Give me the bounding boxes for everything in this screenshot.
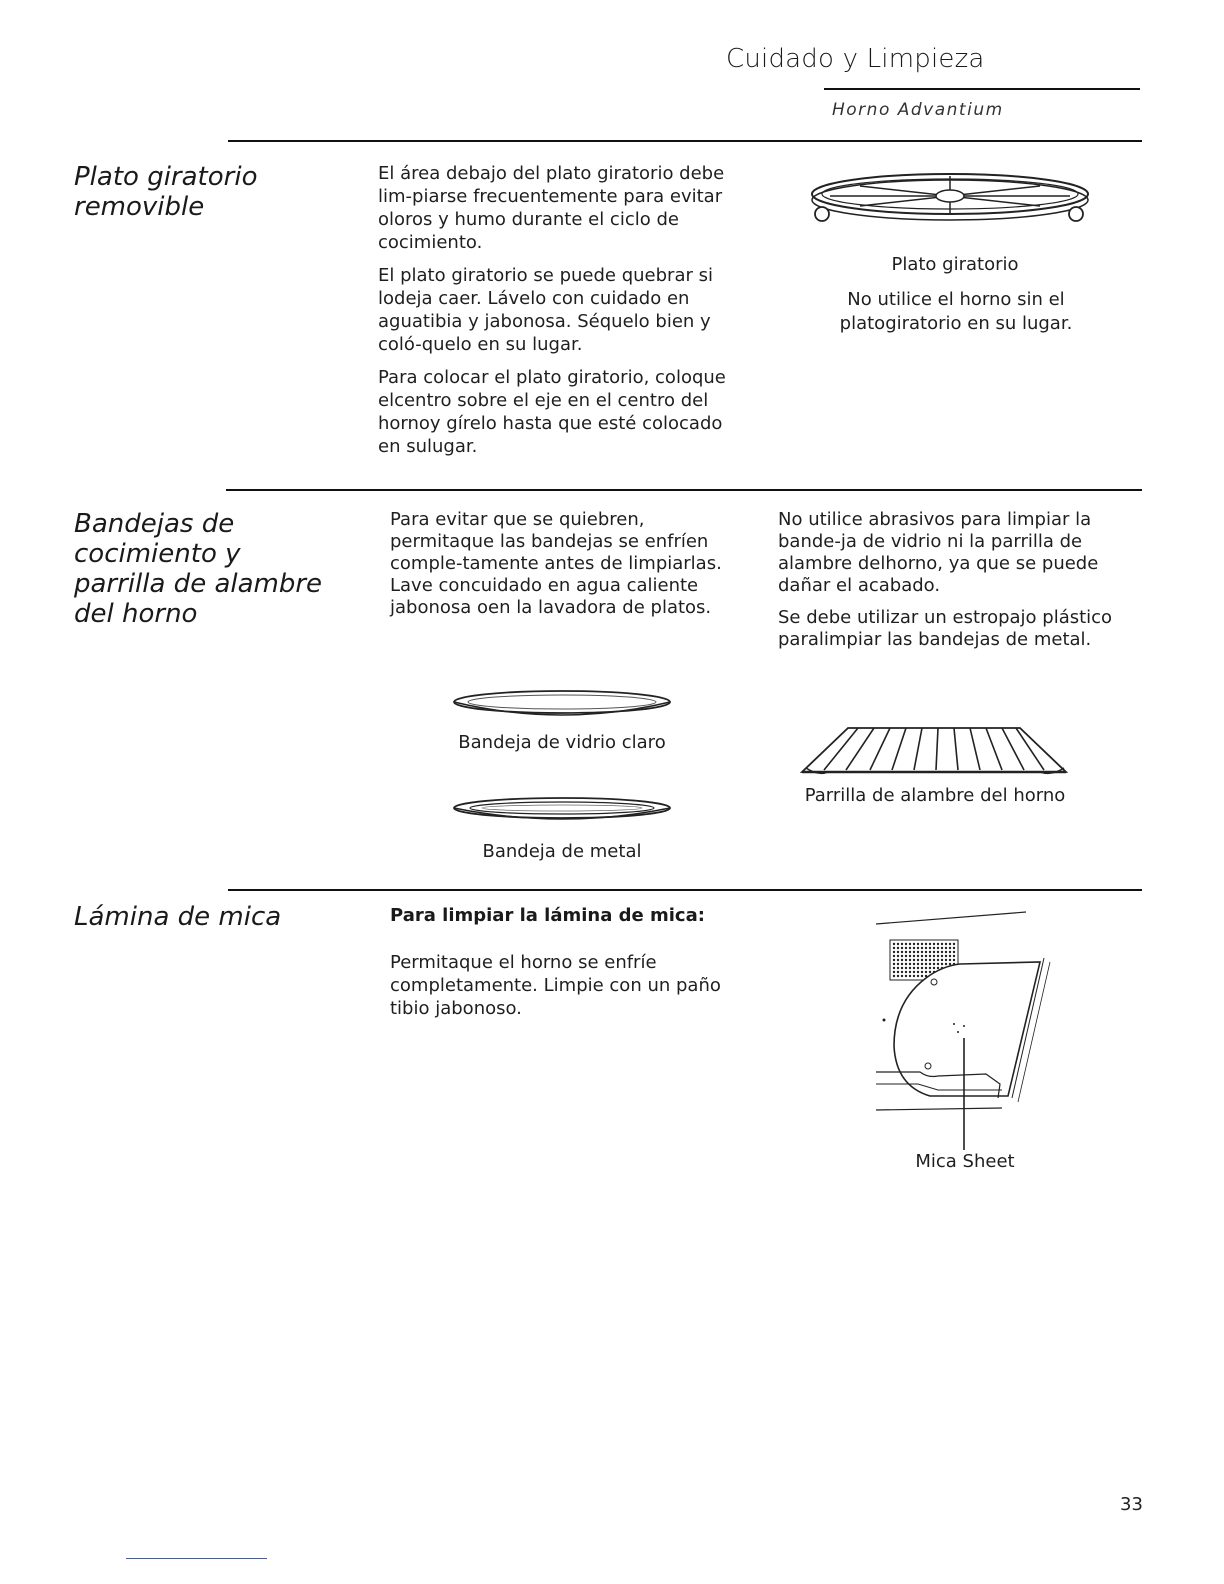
paragraph: Se debe utilizar un estropajo plástico paralimpiar las bandejas de metal. xyxy=(778,607,1113,650)
metal-tray-caption: Bandeja de metal xyxy=(482,841,642,862)
glass-tray-illustration xyxy=(450,688,674,722)
turntable-illustration xyxy=(800,166,1100,236)
section-title-trays xyxy=(74,509,364,629)
section-title-line: Plato giratorio xyxy=(74,162,258,192)
section-title-line: parrilla de alambre xyxy=(74,569,323,599)
page-number: 33 xyxy=(1120,1494,1143,1515)
mica-sheet-illustration xyxy=(868,906,1068,1156)
oven-rack-caption: Parrilla de alambre del horno xyxy=(804,785,1066,806)
glass-tray-caption: Bandeja de vidrio claro xyxy=(458,732,666,753)
trays-left-body xyxy=(390,509,740,629)
section-title-turntable xyxy=(74,162,314,222)
mica-sheet-label: Mica Sheet xyxy=(915,1151,1015,1172)
paragraph: El área debajo del plato giratorio debe lim-piarse frecuentemente para evitar oloros y humo durante el ciclo de cocimiento. xyxy=(378,163,725,253)
section-title-line: cocimiento y xyxy=(74,539,241,569)
section-title-line: del horno xyxy=(74,599,198,629)
paragraph: Para colocar el plato giratorio, coloque elcentro sobre el eje en el centro del hornoy gírelo hasta que esté colocado en sulugar. xyxy=(378,367,726,457)
paragraph: No utilice abrasivos para limpiar la bande-ja de vidrio ni la parrilla de alambre delhorno, ya que se puede dañar el acabado. xyxy=(778,509,1099,596)
page-title: Cuidado y Limpieza xyxy=(726,44,985,74)
paragraph: El plato giratorio se puede quebrar si lodeja caer. Lávelo con cuidado en aguatibia y jabonosa. Séquelo bien y coló-quelo en su lugar. xyxy=(378,265,713,355)
metal-tray-illustration xyxy=(450,796,674,826)
page-subtitle: Horno Advantium xyxy=(832,100,1004,120)
turntable-caption: Plato giratorio xyxy=(891,254,1019,275)
mica-body xyxy=(390,951,740,1030)
section-divider-trays xyxy=(226,489,1142,491)
paragraph: Para evitar que se quiebren, permitaque las bandejas se enfríen comple-tamente antes de limpiarlas. Lave concuidado en agua caliente jabonosa oen la lavadora de platos. xyxy=(390,509,722,618)
mica-subhead: Para limpiar la lámina de mica: xyxy=(390,905,705,926)
section-title-line: removible xyxy=(74,192,205,222)
turntable-note: No utilice el horno sin el platogiratorio en su lugar. xyxy=(839,289,1073,334)
trays-right-body xyxy=(778,509,1128,661)
section-divider-turntable xyxy=(228,140,1142,142)
section-title-line: Bandejas de xyxy=(74,509,235,539)
section-title-mica: Lámina de mica xyxy=(74,902,282,932)
oven-rack-illustration xyxy=(798,724,1070,780)
paragraph: Permitaque el horno se enfríe completamente. Limpie con un paño tibio jabonoso. xyxy=(390,952,721,1019)
footer-link-line xyxy=(126,1558,267,1559)
turntable-body xyxy=(378,162,740,468)
header-rule xyxy=(824,88,1140,90)
section-divider-mica xyxy=(228,889,1142,891)
